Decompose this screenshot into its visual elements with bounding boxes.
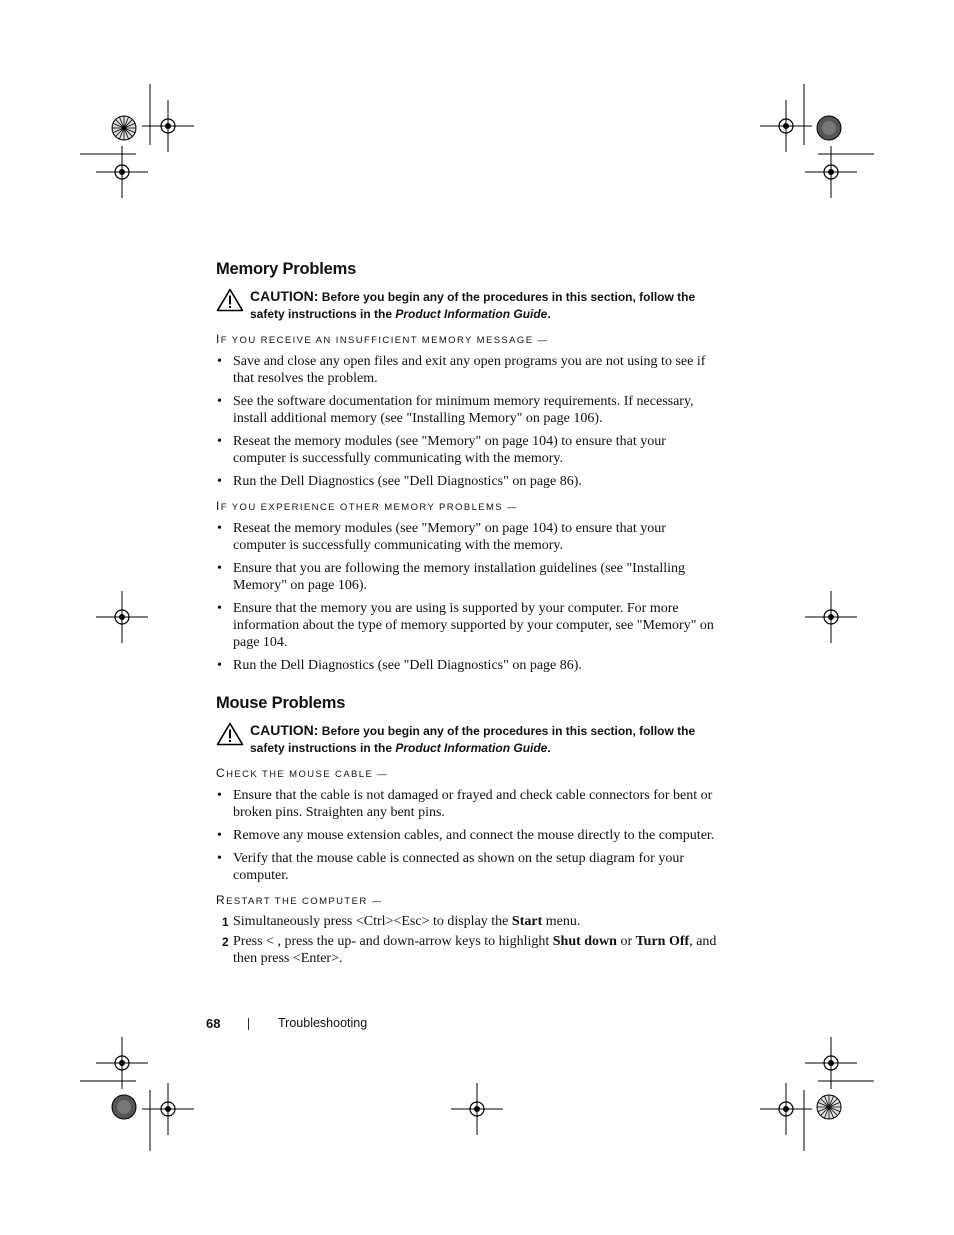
- bullet: •: [217, 561, 222, 576]
- step-item: [216, 913, 720, 930]
- bullet: •: [217, 354, 222, 369]
- mouse-caution-note: [216, 722, 720, 757]
- footer-divider: [248, 1018, 249, 1030]
- shut-down-label: Shut down: [552, 934, 617, 949]
- insufficient-memory-list: [216, 353, 720, 490]
- page-number: 68: [206, 1016, 221, 1031]
- page-content: [216, 258, 720, 970]
- caution-label: CAUTION:: [250, 722, 319, 738]
- step-text: menu.: [542, 914, 581, 929]
- caution-triangle-icon: [216, 288, 244, 312]
- other-memory-list: [216, 520, 720, 674]
- bullet: •: [217, 601, 222, 616]
- list-item: [216, 560, 720, 594]
- bullet: •: [217, 434, 222, 449]
- start-menu-label: Start: [511, 914, 543, 929]
- list-item: [216, 827, 720, 844]
- list-item-text: Remove any mouse extension cables, and connect the mouse directly to the computer.: [233, 828, 715, 843]
- caution-triangle-icon: [216, 722, 244, 746]
- step-number: 1: [222, 915, 229, 929]
- step-number: 2: [222, 935, 229, 949]
- bullet: •: [217, 474, 222, 489]
- registration-mark-bottom-center: [451, 1083, 503, 1135]
- bullet: •: [217, 828, 222, 843]
- bullet: •: [217, 851, 222, 866]
- caution-guide-title: Product Information Guide: [395, 307, 548, 321]
- list-item: [216, 353, 720, 387]
- restart-computer-subheading: RESTART THE COMPUTER —: [216, 893, 383, 907]
- registration-mark-top-right: [760, 84, 874, 198]
- list-item: [216, 787, 720, 821]
- list-item-text: Verify that the mouse cable is connected as shown on the setup diagram for your computer.: [233, 851, 684, 883]
- caution-label: CAUTION:: [250, 288, 319, 304]
- insufficient-memory-subheading: IF YOU RECEIVE AN INSUFFICIENT MEMORY MESSAGE —: [216, 332, 549, 346]
- registration-mark-bottom-left: [80, 1037, 194, 1151]
- check-mouse-cable-subheading: CHECK THE MOUSE CABLE —: [216, 766, 389, 780]
- registration-mark-mid-right: [805, 591, 857, 643]
- registration-mark-top-left: [80, 84, 194, 198]
- step-text: , and then press <Enter>.: [233, 934, 717, 966]
- list-item-text: Ensure that you are following the memory installation guidelines (see "Installing Memory" on page 106).: [233, 561, 686, 593]
- list-item: [216, 657, 720, 674]
- footer-section-title: Troubleshooting: [278, 1016, 368, 1030]
- list-item: [216, 393, 720, 427]
- list-item-text: See the software documentation for minimum memory requirements. If necessary, install additional memory (see "Installing Memory" on page 106).: [233, 394, 694, 426]
- list-item-text: Run the Dell Diagnostics (see "Dell Diagnostics" on page 86).: [233, 658, 582, 673]
- caution-text: Before you begin any of the procedures in this section, follow the safety instructions in the: [250, 724, 696, 755]
- memory-caution-note: [216, 288, 720, 323]
- other-memory-subheading: IF YOU EXPERIENCE OTHER MEMORY PROBLEMS —: [216, 499, 518, 513]
- list-item-text: Run the Dell Diagnostics (see "Dell Diagnostics" on page 86).: [233, 474, 582, 489]
- list-item-text: Ensure that the memory you are using is supported by your computer. For more information about the type of memory supported by your computer, see "Memory" on page 104.: [233, 601, 714, 650]
- restart-steps-list: [216, 913, 720, 967]
- registration-mark-mid-left: [96, 591, 148, 643]
- bullet: •: [217, 521, 222, 536]
- list-item: [216, 473, 720, 490]
- caution-text: Before you begin any of the procedures in this section, follow the safety instructions in the: [250, 290, 696, 321]
- bullet: •: [217, 658, 222, 673]
- step-item: [216, 933, 720, 967]
- list-item-text: Reseat the memory modules (see "Memory" on page 104) to ensure that your computer is successfully communicating with the memory.: [233, 521, 666, 553]
- mouse-problems-heading: Mouse Problems: [216, 694, 346, 712]
- list-item: [216, 433, 720, 467]
- step-text: Press < , press the up- and down-arrow keys to highlight: [233, 934, 553, 949]
- caution-end: .: [547, 741, 551, 755]
- bullet: •: [217, 394, 222, 409]
- list-item-text: Ensure that the cable is not damaged or frayed and check cable connectors for bent or broken pins. Straighten any bent pins.: [233, 788, 713, 820]
- memory-problems-heading: Memory Problems: [216, 260, 357, 278]
- check-mouse-cable-list: [216, 787, 720, 884]
- caution-end: .: [547, 307, 551, 321]
- list-item: [216, 520, 720, 554]
- bullet: •: [217, 788, 222, 803]
- step-text: or: [616, 934, 636, 949]
- turn-off-label: Turn Off: [635, 934, 690, 949]
- list-item: [216, 600, 720, 651]
- list-item-text: Save and close any open files and exit any open programs you are not using to see if that resolves the problem.: [233, 354, 706, 386]
- list-item: [216, 850, 720, 884]
- list-item-text: Reseat the memory modules (see "Memory" on page 104) to ensure that your computer is successfully communicating with the memory.: [233, 434, 666, 466]
- registration-mark-bottom-right: [760, 1037, 874, 1151]
- caution-guide-title: Product Information Guide: [395, 741, 548, 755]
- step-text: Simultaneously press <Ctrl><Esc> to display the: [233, 914, 512, 929]
